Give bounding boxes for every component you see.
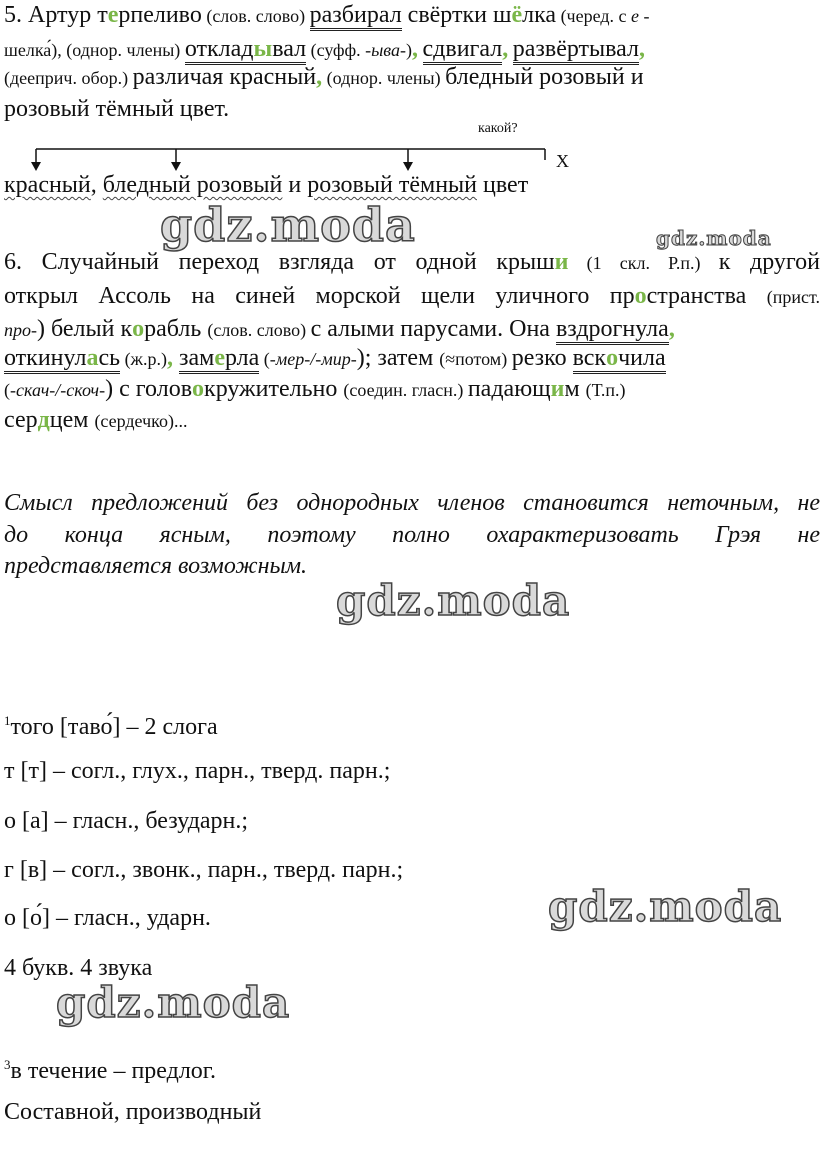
- predicate-otkinulas: откинулась: [4, 345, 120, 374]
- predicate-sdvigal: сдвигал: [423, 36, 503, 65]
- conclusion-line-1: Смысл предложений без однородных членов становится неточным, не: [4, 490, 820, 516]
- ex6-line-5: (-скач-/-скоч-) с головокружительно (соедин. гласн.) падающим (Т.п.): [4, 376, 626, 402]
- scheme-x: Х: [556, 151, 569, 171]
- phonetic-row: г [в] – согл., звонк., парн., тверд. парн.;: [4, 857, 404, 883]
- predicate-vskochila: вскочила: [573, 345, 666, 374]
- ex5-line-1: 5. Артур терпеливо (слов. слово) разбирал свёртки шёлка (черед. с е -: [4, 0, 650, 31]
- watermark-logo: gdz.moda: [336, 576, 571, 625]
- phonetic-row: т [т] – согл., глух., парн., тверд. парн.;: [4, 758, 391, 784]
- scheme-question: какой?: [478, 121, 518, 136]
- watermark-logo-small: gdz.moda: [656, 226, 772, 250]
- predicate-razvertyval: развёртывал: [513, 36, 639, 65]
- morph-line-1: $^3$в течение – предлог.: [4, 1057, 216, 1084]
- ex6-line-1: 6. Случайный переход взгляда от одной крыши (1 скл. Р.п.) к другой: [4, 249, 820, 275]
- morph-line-2: Составной, производный: [4, 1099, 262, 1125]
- ex5-line-4: розовый тёмный цвет.: [4, 96, 230, 122]
- ex6-line-2: открыл Ассоль на синей морской щели уличного пространства (прист.: [4, 283, 820, 309]
- phonetic-word: $^1$того [таво́] – 2 слога: [4, 713, 218, 740]
- predicate-vzdrognula: вздрогнула: [556, 316, 669, 345]
- watermark-logo: gdz.moda: [160, 198, 416, 252]
- predicate-razbiral: разбирал: [310, 2, 402, 31]
- scheme-line: красный, бледный розовый и розовый тёмный цвет: [4, 172, 529, 198]
- ex6-line-6: сердцем (сердечко)...: [4, 407, 188, 433]
- watermark-logo: gdz.moda: [56, 978, 291, 1027]
- watermark-logo: gdz.moda: [548, 882, 783, 931]
- conclusion-line-2: до конца ясным, поэтому полно охарактеризовать Грэя не: [4, 522, 820, 548]
- conclusion-line-3: представляется возможным.: [4, 553, 308, 579]
- ex6-line-4: откинулась (ж.р.), замерла (-мер-/-мир-); затем (≈потом) резко вскочила: [4, 343, 666, 374]
- predicate-otkladyval: откладывал: [185, 36, 306, 65]
- ex5-line-3: (дееприч. обор.) различая красный, (однор. члены) бледный розовый и: [4, 64, 644, 90]
- phonetic-row: о [о́] – гласн., ударн.: [4, 905, 211, 931]
- ex6-line-3: про-) белый корабль (слов. слово) с алыми парусами. Она вздрогнула,: [4, 314, 675, 345]
- ex5-line-2: шелка́), (однор. члены) откладывал (суфф. -ыва-), сдвигал, развёртывал,: [4, 34, 645, 65]
- phonetic-summary: 4 букв. 4 звука: [4, 955, 153, 981]
- predicate-zamerla: замерла: [179, 345, 259, 374]
- phonetic-row: о [а] – гласн., безударн.;: [4, 808, 249, 834]
